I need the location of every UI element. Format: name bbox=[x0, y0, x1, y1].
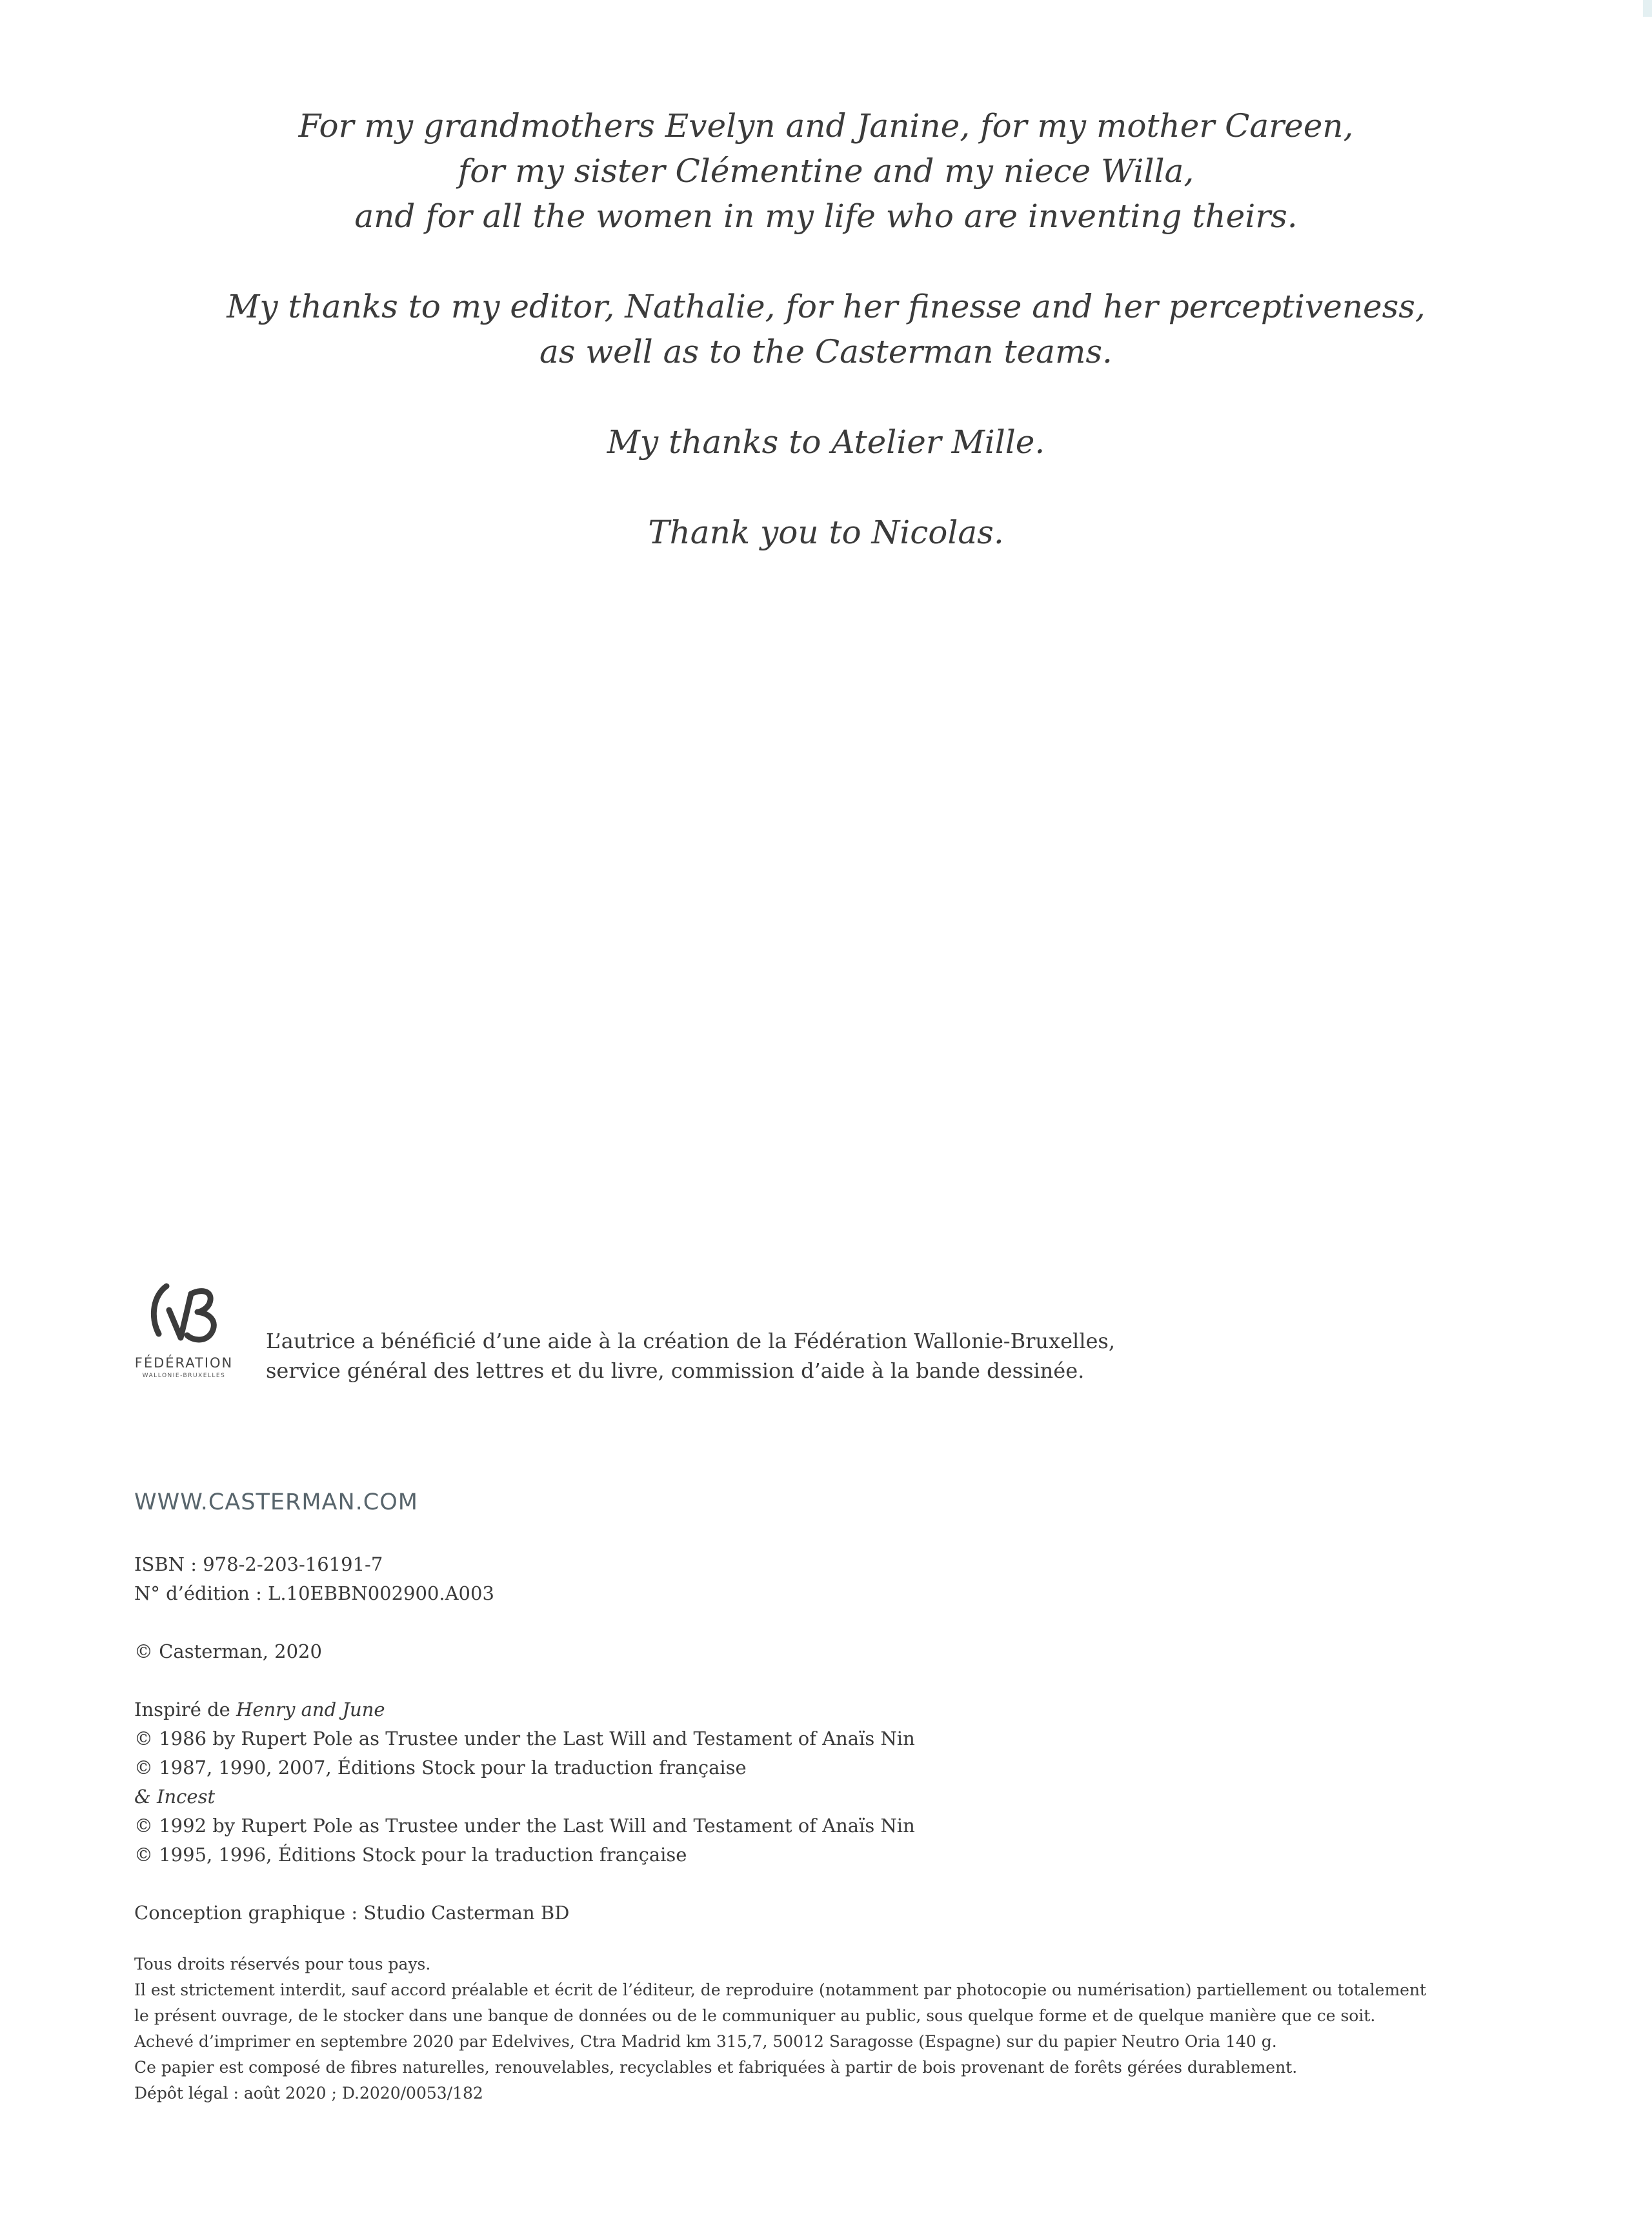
copyright: © Casterman, 2020 bbox=[134, 1640, 322, 1662]
dedication-line: Thank you to Nicolas. bbox=[648, 514, 1004, 551]
fwb-mark-icon bbox=[142, 1281, 226, 1346]
dedication-line: For my grandmothers Evelyn and Janine, for my mother Careen, bbox=[298, 107, 1354, 145]
dedication-nicolas-thanks bbox=[0, 510, 1652, 555]
federation-wallonie-bruxelles-logo bbox=[129, 1281, 239, 1384]
design-credit: Conception graphique : Studio Casterman BD bbox=[134, 1902, 570, 1924]
legal-line: le présent ouvrage, de le stocker dans une banque de données ou de le communiquer au public, sous quelque forme et de quelque manière que ce soit. bbox=[134, 2006, 1376, 2025]
legal-line: Achevé d’imprimer en septembre 2020 par Edelvives, Ctra Madrid km 315,7, 50012 Saragosse (Espagne) sur du papier Neutro Oria 140 g. bbox=[134, 2032, 1277, 2051]
imprint bbox=[134, 1550, 1554, 1957]
dedication-line: My thanks to my editor, Nathalie, for her finesse and her perceptiveness, bbox=[227, 288, 1425, 325]
grant-line: L’autrice a bénéficié d’une aide à la création de la Fédération Wallonie-Bruxelles, bbox=[266, 1329, 1116, 1353]
legal-line: Il est strictement interdit, sauf accord préalable et écrit de l’éditeur, de reproduire (notamment par photocopie ou numérisation) partiellement ou totalement bbox=[134, 1981, 1427, 1999]
legal-line: Tous droits réservés pour tous pays. bbox=[134, 1955, 431, 1973]
credit-line: © 1992 by Rupert Pole as Trustee under the Last Will and Testament of Anaïs Nin bbox=[134, 1815, 915, 1837]
credit-line: © 1987, 1990, 2007, Éditions Stock pour la traduction française bbox=[134, 1757, 747, 1779]
identifiers bbox=[134, 1550, 1554, 1608]
page-edge-mark bbox=[1643, 0, 1652, 17]
logo-name: FÉDÉRATION bbox=[134, 1355, 234, 1371]
credit-line: © 1995, 1996, Éditions Stock pour la traduction française bbox=[134, 1844, 687, 1866]
design-credit-block bbox=[134, 1899, 1554, 1928]
source-credits bbox=[134, 1695, 1554, 1870]
dedication-line: for my sister Clémentine and my niece Willa, bbox=[458, 152, 1194, 190]
dedication-line: My thanks to Atelier Mille. bbox=[607, 423, 1045, 461]
grant-notice bbox=[266, 1326, 1427, 1386]
inspired-line bbox=[134, 1695, 1554, 1724]
copyright-block bbox=[134, 1637, 1554, 1666]
dedication-line: and for all the women in my life who are inventing theirs. bbox=[354, 197, 1298, 235]
incest-title-text: & Incest bbox=[134, 1786, 216, 1808]
isbn: ISBN : 978-2-203-16191-7 bbox=[134, 1553, 383, 1575]
dedication-line: as well as to the Casterman teams. bbox=[539, 333, 1113, 370]
legal-line: Ce papier est composé de fibres naturelles, renouvelables, recyclables et fabriquées à partir de bois provenant de forêts gérées durablement. bbox=[134, 2058, 1298, 2077]
dedication-editor-thanks bbox=[0, 284, 1652, 374]
legal-line: Dépôt légal : août 2020 ; D.2020/0053/182 bbox=[134, 2084, 483, 2102]
inspired-prefix: Inspiré de bbox=[134, 1699, 237, 1720]
edition-number: N° d’édition : L.10EBBN002900.A003 bbox=[134, 1582, 494, 1604]
grant-line: service général des lettres et du livre, commission d’aide à la bande dessinée. bbox=[266, 1358, 1085, 1383]
incest-title bbox=[134, 1782, 1554, 1811]
publisher-website: WWW.CASTERMAN.COM bbox=[134, 1489, 418, 1515]
logo-subtitle: WALLONIE-BRUXELLES bbox=[142, 1373, 226, 1379]
dedication-atelier-thanks bbox=[0, 419, 1652, 465]
credit-line: © 1986 by Rupert Pole as Trustee under the Last Will and Testament of Anaïs Nin bbox=[134, 1728, 915, 1749]
dedication-family bbox=[0, 103, 1652, 239]
dedication bbox=[0, 103, 1652, 600]
legal-notice bbox=[134, 1951, 1554, 2106]
inspired-title: Henry and June bbox=[236, 1699, 385, 1720]
